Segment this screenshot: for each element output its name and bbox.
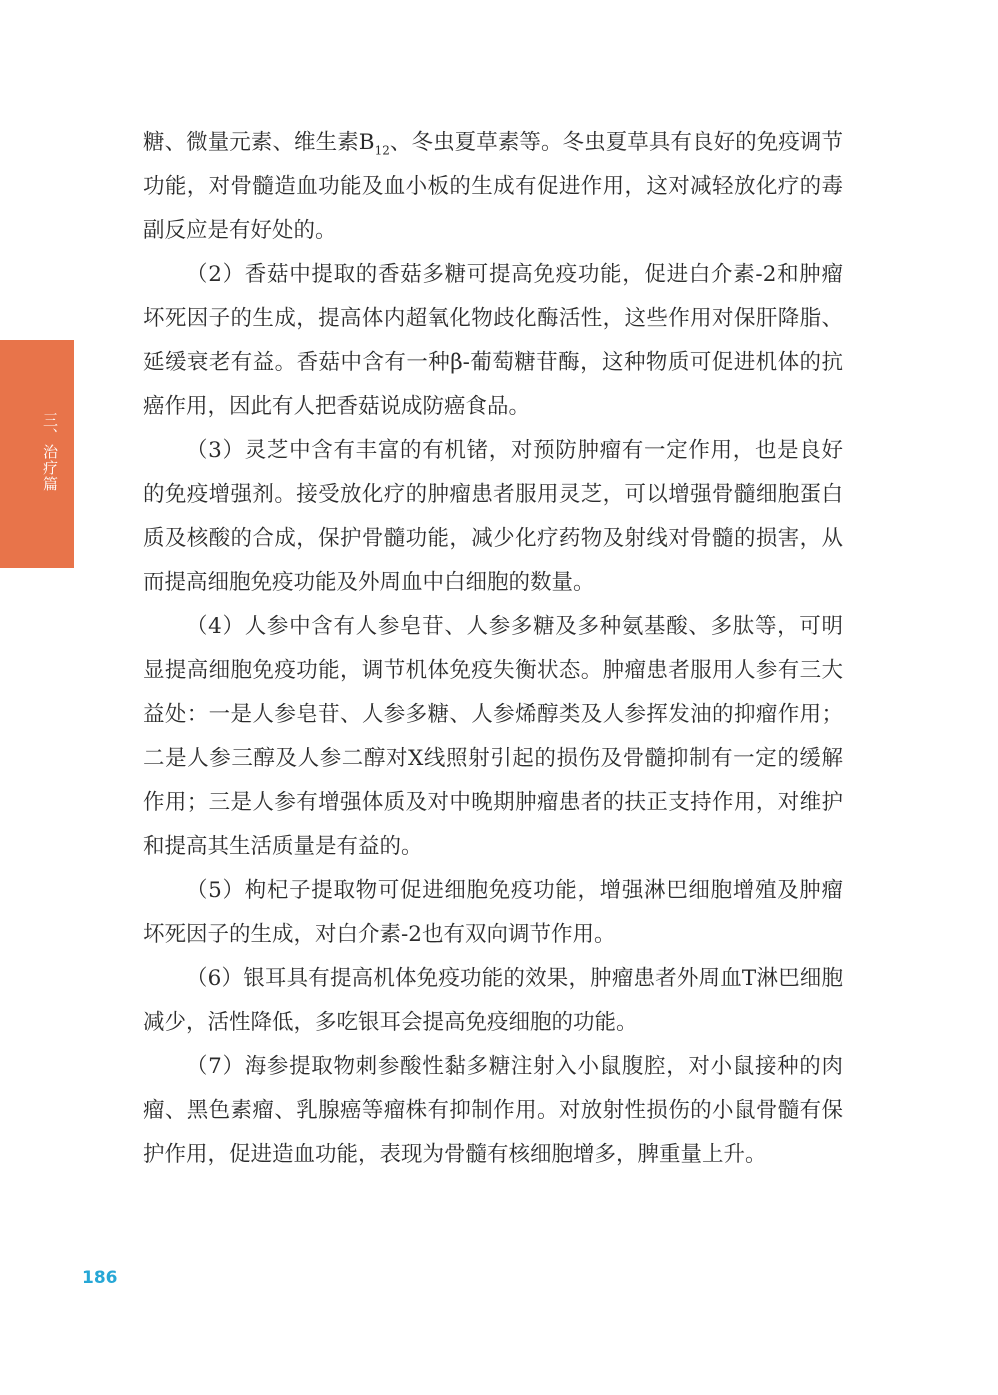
- page-number: 186: [82, 1268, 118, 1288]
- subscript-12: 12: [374, 143, 390, 158]
- paragraph-item-5: （5）枸杞子提取物可促进细胞免疫功能，增强淋巴细胞增殖及肿瘤坏死因子的生成，对白介素-2也有双向调节作用。: [143, 878, 843, 947]
- page-body: [143, 121, 843, 1177]
- paragraph-text-before-subscript: 糖、微量元素、维生素B: [143, 130, 375, 155]
- paragraph-item-7: （7）海参提取物刺参酸性黏多糖注射入小鼠腹腔，对小鼠接种的肉瘤、黑色素瘤、乳腺癌等瘤株有抑制作用。对放射性损伤的小鼠骨髓有保护作用，促进造血功能，表现为骨髓有核细胞增多，脾重量上升。: [143, 1054, 843, 1167]
- paragraph-item-6: （6）银耳具有提高机体免疫功能的效果，肿瘤患者外周血T淋巴细胞减少，活性降低，多吃银耳会提高免疫细胞的功能。: [143, 966, 843, 1035]
- chapter-side-tab: [0, 340, 74, 568]
- chapter-side-tab-label: 三、治疗篇: [41, 412, 59, 492]
- paragraph-item-4: （4）人参中含有人参皂苷、人参多糖及多种氨基酸、多肽等，可明显提高细胞免疫功能，调节机体免疫失衡状态。肿瘤患者服用人参有三大益处：一是人参皂苷、人参多糖、人参烯醇类及人参挥发油的抑瘤作用；二是人参三醇及人参二醇对X线照射引起的损伤及骨髓抑制有一定的缓解作用；三是人参有增强体质及对中晚期肿瘤患者的扶正支持作用，对维护和提高其生活质量是有益的。: [143, 614, 843, 859]
- paragraph-continuation: [143, 121, 843, 253]
- paragraph-item-2: （2）香菇中提取的香菇多糖可提高免疫功能，促进白介素-2和肿瘤坏死因子的生成，提高体内超氧化物歧化酶活性，这些作用对保肝降脂、延缓衰老有益。香菇中含有一种β-葡萄糖苷酶，这种物质可促进机体的抗癌作用，因此有人把香菇说成防癌食品。: [143, 262, 843, 419]
- paragraph-text-after-subscript: 、冬虫夏草素等。冬虫夏草具有良好的免疫调节功能，对骨髓造血功能及血小板的生成有促进作用，这对减轻放化疗的毒副反应是有好处的。: [143, 130, 843, 243]
- paragraph-item-3: （3）灵芝中含有丰富的有机锗，对预防肿瘤有一定作用，也是良好的免疫增强剂。接受放化疗的肿瘤患者服用灵芝，可以增强骨髓细胞蛋白质及核酸的合成，保护骨髓功能，减少化疗药物及射线对骨髓的损害，从而提高细胞免疫功能及外周血中白细胞的数量。: [143, 438, 843, 595]
